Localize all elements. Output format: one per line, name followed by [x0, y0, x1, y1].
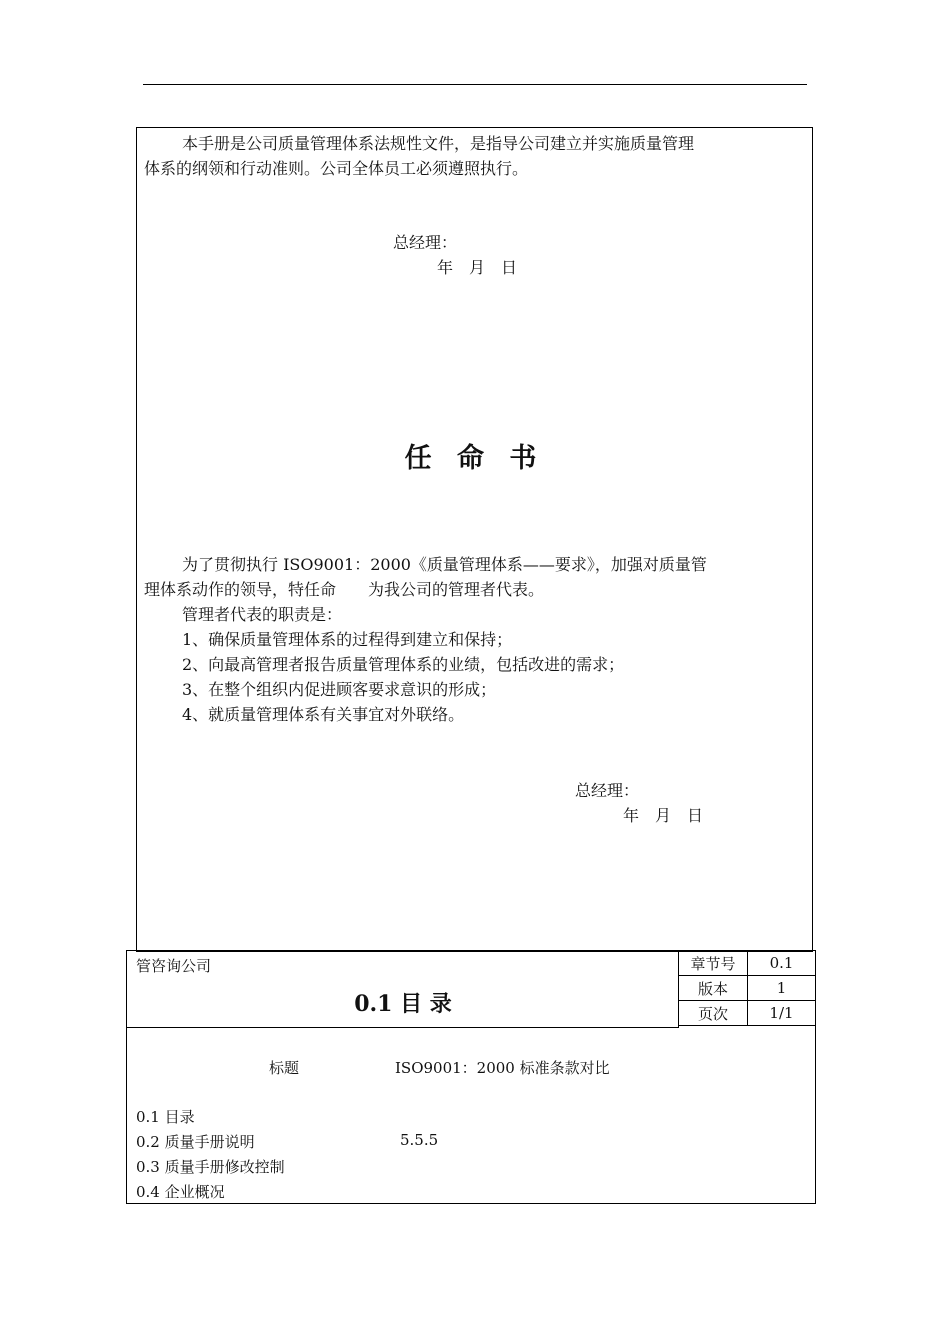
statement-line-2: 体系的纲领和行动准则。公司全体员工必须遵照执行。: [144, 159, 529, 178]
duty-item: 4、就质量管理体系有关事宜对外联络。: [182, 705, 465, 724]
toc-header: [127, 951, 679, 1028]
meta-key: 版本: [679, 976, 748, 1001]
duty-item: 2、向最高管理者报告质量管理体系的业绩，包括改进的需求；: [182, 655, 625, 674]
toc-frame: [126, 950, 816, 1204]
toc-title: 0.1 目 录: [354, 991, 452, 1017]
statement-frame: [136, 127, 813, 952]
toc-item-ref: 5.5.5: [400, 1131, 439, 1149]
toc-item: 0.1 目录: [136, 1108, 195, 1126]
statement-line-1: 本手册是公司质量管理体系法规性文件，是指导公司建立并实施质量管理: [182, 134, 695, 153]
meta-row: [679, 951, 815, 976]
column-header-title: 标题: [269, 1059, 300, 1077]
meta-key: 页次: [679, 1001, 748, 1026]
manual-statement: [144, 131, 806, 181]
toc-item: 0.4 企业概况: [136, 1183, 225, 1201]
meta-key: 章节号: [679, 951, 748, 976]
appointment-line-1: 为了贯彻执行 ISO9001：2000《质量管理体系——要求》，加强对质量管: [182, 555, 707, 574]
appointment-date-label: 年 月 日: [623, 806, 704, 825]
appointment-line-2: 理体系动作的领导，特任命 为我公司的管理者代表。: [144, 580, 545, 599]
statement-date-label: 年 月 日: [437, 258, 518, 277]
header-rule: [143, 84, 807, 85]
company-name: 管咨询公司: [136, 957, 212, 975]
meta-value: 0.1: [748, 951, 816, 976]
duty-item: 3、在整个组织内促进顾客要求意识的形成；: [182, 680, 497, 699]
toc-item: 0.2 质量手册说明: [136, 1133, 255, 1151]
column-header-iso: ISO9001：2000 标准条款对比: [395, 1059, 610, 1077]
appointment-body: [144, 552, 806, 602]
meta-value: 1: [748, 976, 816, 1001]
meta-value: 1/1: [748, 1001, 816, 1026]
doc-meta-table: [679, 951, 815, 1026]
appointment-title: 任 命 书: [404, 443, 545, 474]
statement-signer-label: 总经理：: [393, 233, 458, 252]
meta-row: [679, 976, 815, 1001]
duties-intro: 管理者代表的职责是：: [182, 605, 343, 624]
duty-item: 1、确保质量管理体系的过程得到建立和保持；: [182, 630, 513, 649]
toc-item: 0.3 质量手册修改控制: [136, 1158, 285, 1176]
appointment-signer-label: 总经理：: [575, 781, 640, 800]
meta-row: [679, 1001, 815, 1026]
